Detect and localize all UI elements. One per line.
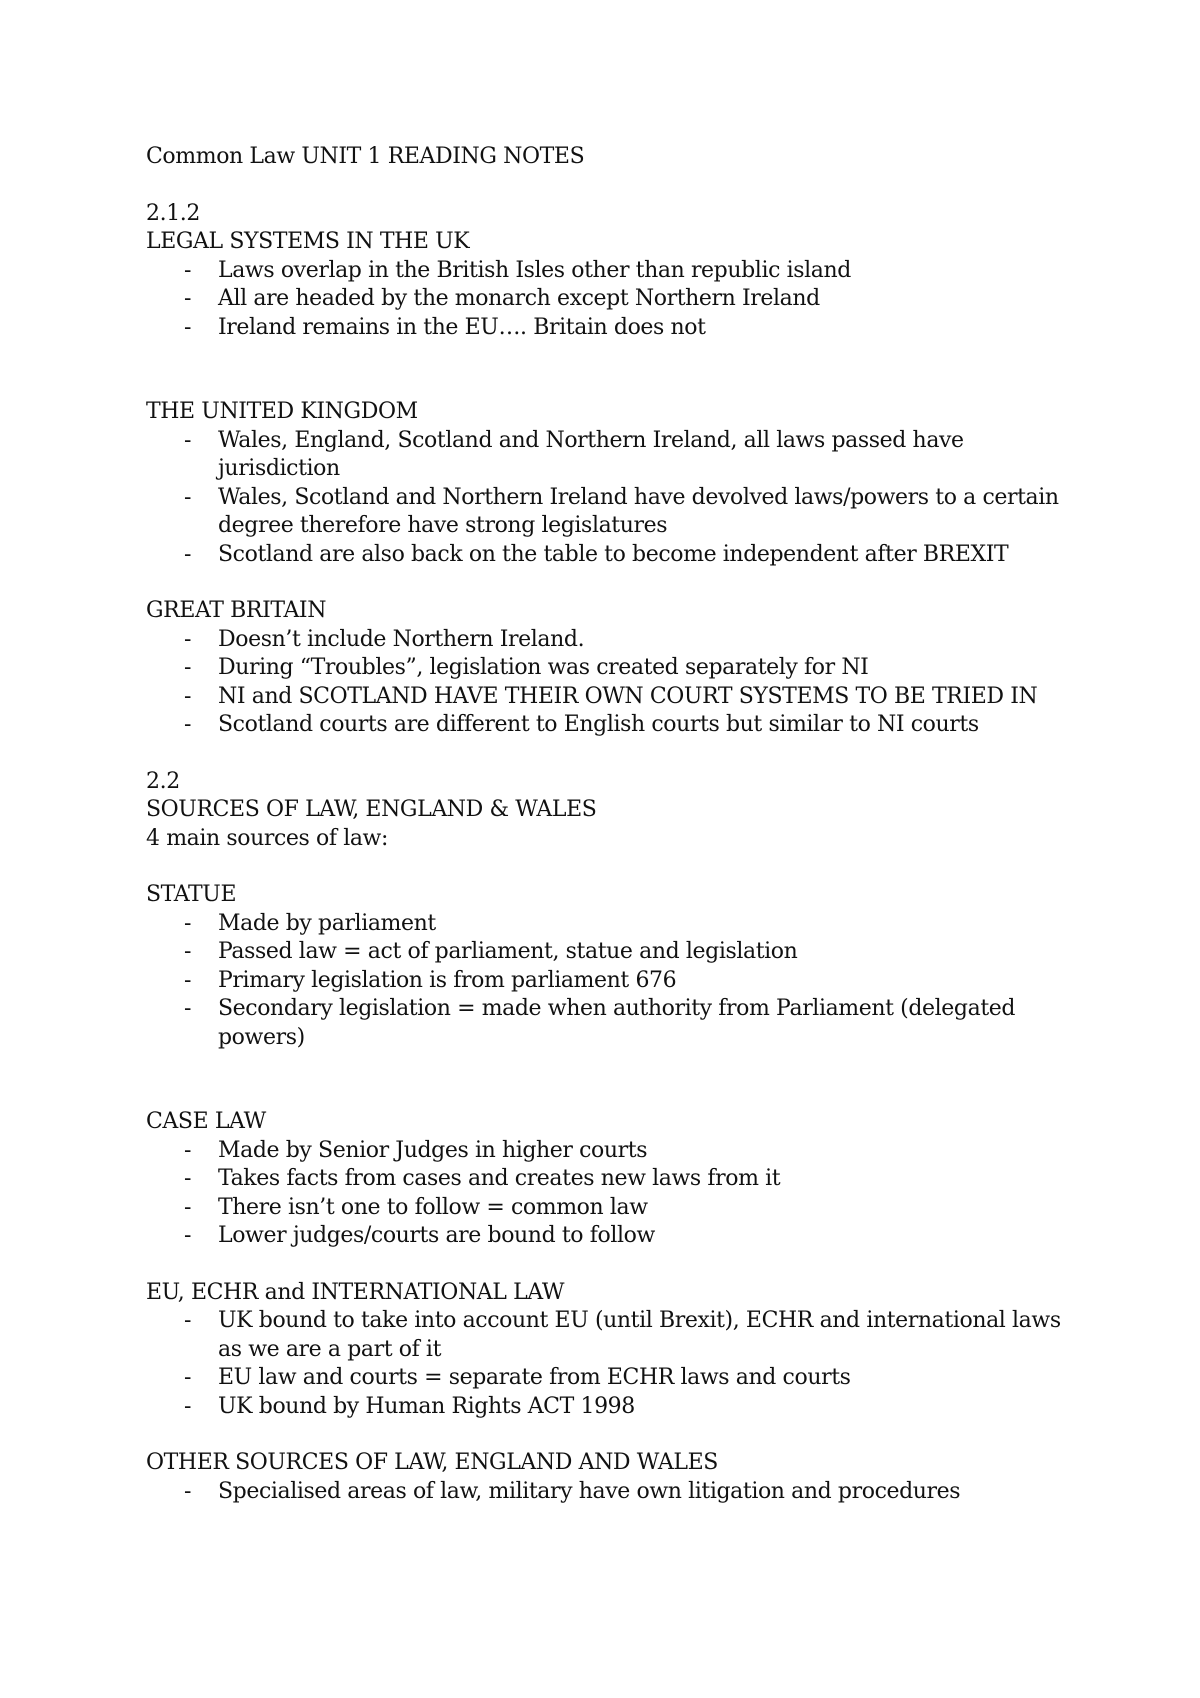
list-item-text: Made by Senior Judges in higher courts [218,1137,648,1163]
list-item [146,683,1086,712]
list-item [146,1478,1086,1507]
dash-bullet: - [184,1166,192,1191]
list-item-text: Primary legislation is from parliament 676 [218,967,677,993]
list-item [146,967,1086,996]
list-item-text: NI and SCOTLAND HAVE THEIR OWN COURT SYSTEMS TO BE TRIED IN [218,683,1038,709]
list-item [146,1307,1086,1364]
section-intro: 4 main sources of law: [146,825,388,851]
document-title: Common Law UNIT 1 READING NOTES [146,144,585,169]
list-item [146,654,1086,683]
list-item [146,910,1086,939]
section-heading: LEGAL SYSTEMS IN THE UK [146,229,470,254]
dash-bullet: - [184,1223,192,1248]
list-item-text: Wales, Scotland and Northern Ireland have devolved laws/powers to a certain degree therefore have strong legislatures [218,484,1059,538]
dash-bullet: - [184,286,192,311]
list-item-text: Passed law = act of parliament, statue and legislation [218,939,798,964]
dash-bullet: - [184,257,192,283]
list-item [146,541,1086,570]
list-item-text: Lower judges/courts are bound to follow [218,1223,655,1248]
list-item-text: All are headed by the monarch except Northern Ireland [218,286,820,311]
list-item-text: Takes facts from cases and creates new laws from it [218,1166,781,1191]
dash-bullet: - [184,1308,192,1333]
section-heading: OTHER SOURCES OF LAW, ENGLAND AND WALES [146,1450,718,1475]
section-heading: CASE LAW [146,1109,266,1134]
section-heading: THE UNITED KINGDOM [146,399,418,424]
list-item [146,1222,1086,1251]
dash-bullet: - [184,1137,192,1163]
spacer [146,1052,1086,1108]
document-page [146,143,1086,1506]
bullet-list [146,1137,1086,1251]
spacer [146,569,1086,597]
section-heading: STATUE [146,882,237,907]
section-number: 2.1.2 [146,200,200,226]
dash-bullet: - [184,1194,192,1220]
dash-bullet: - [184,655,192,680]
dash-bullet: - [184,939,192,964]
list-item-text: Scotland are also back on the table to become independent after BREXIT [218,541,1009,567]
list-item-text: Secondary legislation = made when authority from Parliament (delegated powers) [218,996,1016,1050]
list-item [146,1137,1086,1166]
list-item [146,711,1086,740]
list-item-text: There isn’t one to follow = common law [218,1194,648,1220]
bullet-list [146,1478,1086,1507]
list-item [146,1364,1086,1393]
list-item-text: Doesn’t include Northern Ireland. [218,626,585,652]
spacer [146,853,1086,881]
list-item-text: During “Troubles”, legislation was created separately for NI [218,655,869,680]
dash-bullet: - [184,1478,192,1504]
list-item-text: Wales, England, Scotland and Northern Ireland, all laws passed have jurisdiction [218,427,964,481]
list-item [146,427,1086,484]
list-item [146,1393,1086,1422]
bullet-list [146,1307,1086,1421]
spacer [146,342,1086,398]
dash-bullet: - [184,626,192,652]
list-item [146,484,1086,541]
list-item [146,257,1086,286]
bullet-list [146,910,1086,1053]
bullet-list [146,427,1086,570]
list-item-text: Specialised areas of law, military have own litigation and procedures [218,1478,961,1504]
list-item-text: Laws overlap in the British Isles other than republic island [218,257,851,283]
dash-bullet: - [184,910,192,936]
dash-bullet: - [184,712,192,737]
dash-bullet: - [184,683,192,709]
list-item [146,938,1086,967]
dash-bullet: - [184,541,192,567]
list-item-text: Scotland courts are different to English courts but similar to NI courts [218,712,979,737]
list-item-text: Ireland remains in the EU…. Britain does not [218,314,706,340]
dash-bullet: - [184,967,192,993]
section-heading: GREAT BRITAIN [146,598,327,623]
spacer [146,1421,1086,1449]
spacer [146,740,1086,768]
dash-bullet: - [184,996,192,1021]
dash-bullet: - [184,484,192,510]
bullet-list [146,257,1086,343]
list-item-text: UK bound to take into account EU (until Brexit), ECHR and international laws as we are a part of it [218,1308,1061,1362]
list-item [146,1194,1086,1223]
list-item [146,314,1086,343]
list-item-text: EU law and courts = separate from ECHR laws and courts [218,1365,851,1390]
dash-bullet: - [184,427,192,453]
list-item [146,285,1086,314]
list-item-text: UK bound by Human Rights ACT 1998 [218,1393,635,1419]
spacer [146,172,1086,200]
dash-bullet: - [184,1393,192,1419]
list-item [146,626,1086,655]
section-number: 2.2 [146,768,180,794]
list-item [146,1165,1086,1194]
spacer [146,1251,1086,1279]
list-item [146,995,1086,1052]
bullet-list [146,626,1086,740]
list-item-text: Made by parliament [218,910,436,936]
dash-bullet: - [184,1365,192,1390]
dash-bullet: - [184,314,192,340]
section-heading: SOURCES OF LAW, ENGLAND & WALES [146,797,597,822]
section-heading: EU, ECHR and INTERNATIONAL LAW [146,1279,565,1305]
